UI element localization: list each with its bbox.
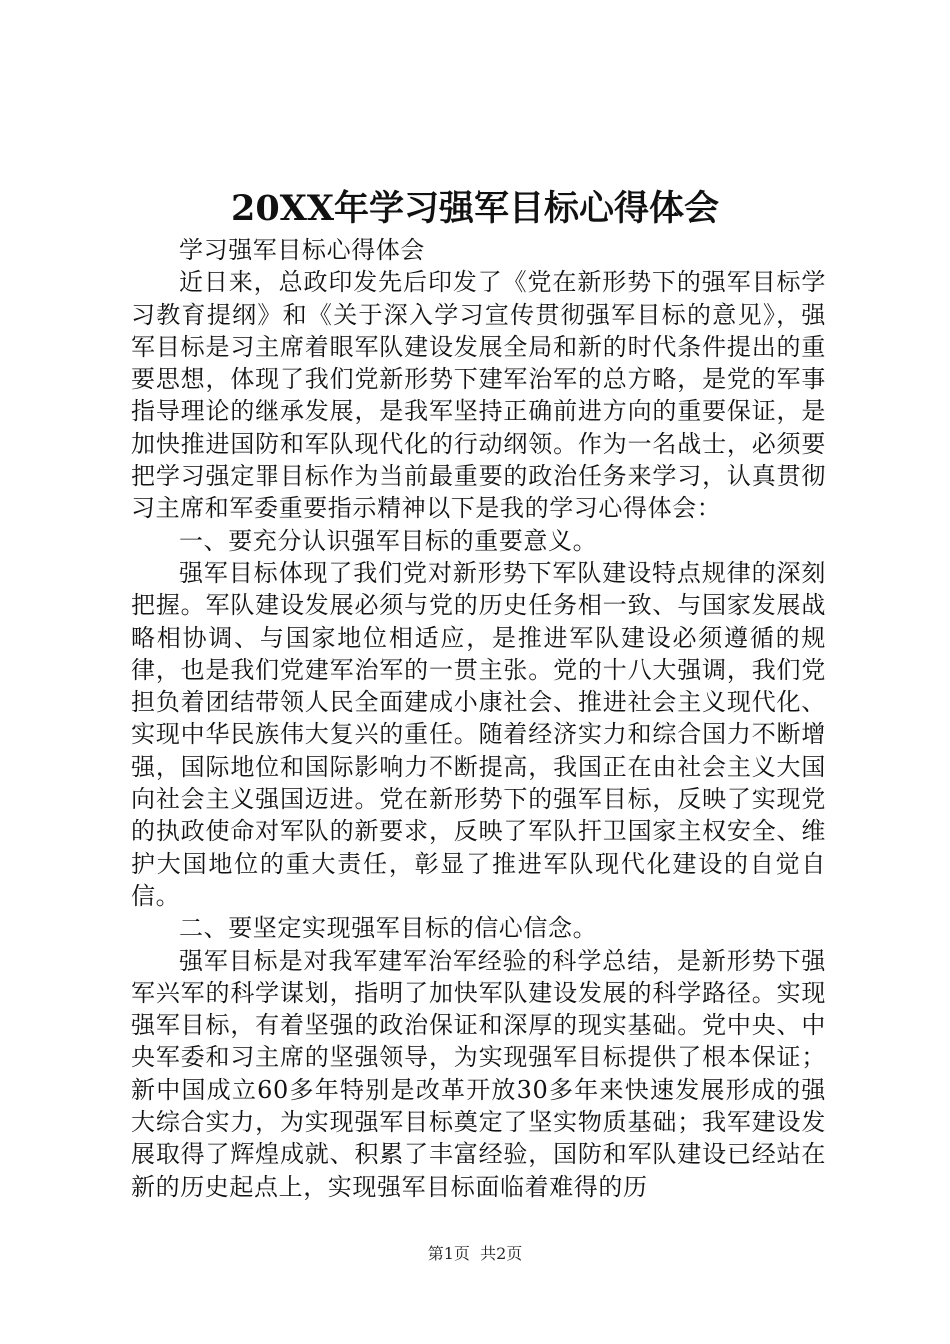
page-footer <box>0 1244 950 1264</box>
paragraph-subtitle: 学习强军目标心得体会 <box>179 236 425 264</box>
paragraph-intro: 近日来，总政印发先后印发了《党在新形势下的强军目标学习教育提纲》和《关于深入学习宣传贯彻强军目标的意见》，强军目标是习主席着眼军队建设发展全局和新的时代条件提出的重要思想，体现了我们党新形势下建军治军的总方略，是党的军事指导理论的继承发展，是我军坚持正确前进方向的重要保证，是加快推进国防和军队现代化的行动纲领。作为一名战士，必须要把学习强定罪目标作为当前最重要的政治任务来学习，认真贯彻习主席和军委重要指示精神以下是我的学习心得体会： <box>131 268 826 523</box>
document-title: 20XX年学习强军目标心得体会 <box>230 188 720 229</box>
page-total: 共2页 <box>480 1244 523 1263</box>
paragraph-section-2: 强军目标是对我军建军治军经验的科学总结，是新形势下强军兴军的科学谋划，指明了加快军队建设发展的科学路径。实现强军目标，有着坚强的政治保证和深厚的现实基础。党中央、中央军委和习主席的坚强领导，为实现强军目标提供了根本保证；新中国成立60多年特别是改革开放30多年来快速发展形成的强大综合实力，为实现强军目标奠定了坚实物质基础；我军建设发展取得了辉煌成就、积累了丰富经验，国防和军队建设已经站在新的历史起点上，实现强军目标面临着难得的历 <box>131 946 826 1201</box>
page-number: 第1页 <box>427 1244 470 1263</box>
section-heading-1: 一、要充分认识强军目标的重要意义。 <box>179 526 598 555</box>
section-heading-2: 二、要坚定实现强军目标的信心信念。 <box>179 914 598 943</box>
paragraph-section-1: 强军目标体现了我们党对新形势下军队建设特点规律的深刻把握。军队建设发展必须与党的历史任务相一致、与国家发展战略相协调、与国家地位相适应，是推进军队建设必须遵循的规律，也是我们党建军治军的一贯主张。党的十八大强调，我们党担负着团结带领人民全面建成小康社会、推进社会主义现代化、实现中华民族伟大复兴的重任。随着经济实力和综合国力不断增强，国际地位和国际影响力不断提高，我国正在由社会主义大国向社会主义强国迈进。党在新形势下的强军目标，反映了实现党的执政使命对军队的新要求，反映了军队扞卫国家主权安全、维护大国地位的重大责任，彰显了推进军队现代化建设的自觉自信。 <box>131 558 826 910</box>
document-body <box>131 234 826 1203</box>
